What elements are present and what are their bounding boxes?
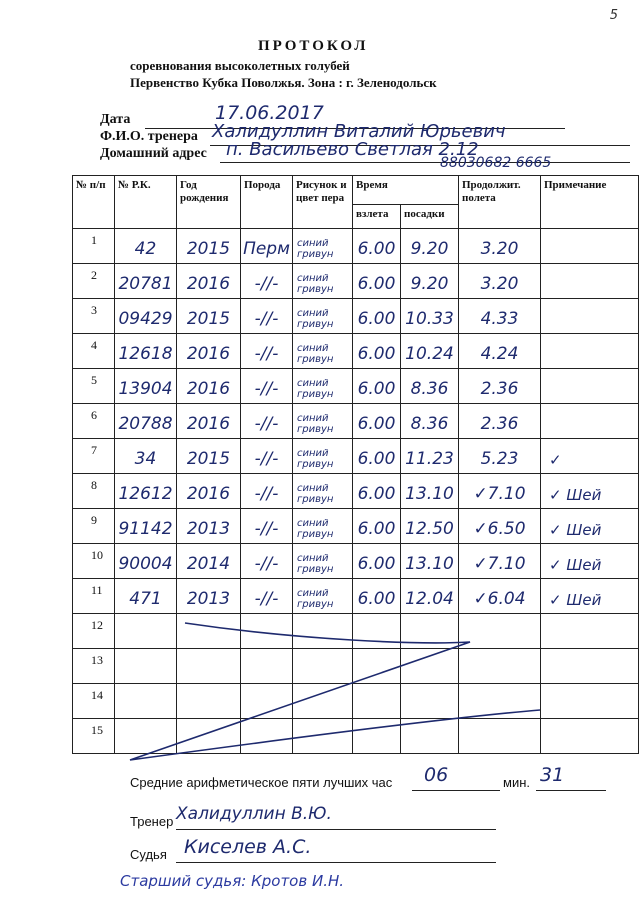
cell-year (177, 334, 241, 369)
judge-sign-label: Судья (130, 847, 167, 862)
row-number-cell (73, 229, 115, 264)
value-rk: 34 (134, 449, 157, 469)
col-header-duration: Продолжит. полета (459, 176, 541, 229)
row-number: 2 (91, 268, 97, 282)
cell-takeoff (353, 684, 401, 719)
cell-breed (241, 299, 293, 334)
value-duration: ✓7.10 (473, 484, 526, 504)
cell-landing (401, 649, 459, 684)
cell-duration (459, 544, 541, 579)
value-year: 2015 (186, 239, 231, 259)
row-number: 13 (91, 653, 103, 667)
cell-rk (115, 334, 177, 369)
col-header-pattern: Рисунок и цвет пера (293, 176, 353, 229)
cell-pattern (293, 299, 353, 334)
value-breed: -//- (254, 484, 279, 504)
row-number-cell (73, 684, 115, 719)
cell-takeoff (353, 719, 401, 754)
cell-note (541, 474, 639, 509)
value-duration: 3.20 (480, 274, 519, 294)
value-breed: -//- (254, 344, 279, 364)
cell-note (541, 404, 639, 439)
cell-pattern (293, 439, 353, 474)
value-rk: 91142 (118, 519, 173, 539)
protocol-table (72, 175, 639, 754)
cell-note (541, 719, 639, 754)
cell-note (541, 684, 639, 719)
row-number-cell (73, 544, 115, 579)
cell-pattern (293, 229, 353, 264)
value-duration: 5.23 (480, 449, 519, 469)
cell-rk (115, 614, 177, 649)
table-row (73, 229, 639, 264)
cell-duration (459, 264, 541, 299)
senior-judge: Старший судья: Кротов И.Н. (120, 872, 345, 890)
cell-landing (401, 369, 459, 404)
cell-breed (241, 544, 293, 579)
cell-year (177, 369, 241, 404)
row-number-cell (73, 614, 115, 649)
value-takeoff: 6.00 (357, 309, 396, 329)
value-breed: Перм (243, 239, 290, 259)
cell-takeoff (353, 439, 401, 474)
value-note: ✓ (549, 451, 562, 469)
judge-sign: Киселев А.С. (184, 836, 312, 858)
cell-year (177, 544, 241, 579)
cell-pattern (293, 579, 353, 614)
cell-duration (459, 509, 541, 544)
cell-takeoff (353, 229, 401, 264)
row-number: 9 (91, 513, 97, 527)
value-year: 2016 (186, 414, 231, 434)
value-rk: 42 (134, 239, 157, 259)
value-breed: -//- (254, 449, 279, 469)
table-row (73, 474, 639, 509)
cell-note (541, 369, 639, 404)
row-number: 14 (91, 688, 103, 702)
value-takeoff: 6.00 (357, 274, 396, 294)
value-breed: -//- (254, 519, 279, 539)
value-pattern: синий гривун (297, 448, 334, 470)
value-takeoff: 6.00 (357, 239, 396, 259)
cell-duration (459, 614, 541, 649)
cell-takeoff (353, 579, 401, 614)
value-duration: 3.20 (480, 239, 519, 259)
cell-pattern (293, 474, 353, 509)
row-number-cell (73, 509, 115, 544)
row-number-cell (73, 439, 115, 474)
row-number: 3 (91, 303, 97, 317)
row-number: 6 (91, 408, 97, 422)
phone-value: 88030682 6665 (440, 155, 552, 171)
cell-breed (241, 579, 293, 614)
col-header-rk: № Р.К. (115, 176, 177, 229)
cell-takeoff (353, 649, 401, 684)
value-duration: ✓7.10 (473, 554, 526, 574)
value-pattern: синий гривун (297, 343, 334, 365)
value-breed: -//- (254, 589, 279, 609)
value-rk: 09429 (118, 309, 173, 329)
table-row (73, 404, 639, 439)
cell-year (177, 474, 241, 509)
value-rk: 20781 (118, 274, 173, 294)
value-landing: 11.23 (405, 449, 454, 469)
cell-rk (115, 544, 177, 579)
cell-breed (241, 649, 293, 684)
trainer-sign-line (176, 829, 496, 830)
cell-duration (459, 579, 541, 614)
value-year: 2016 (186, 379, 231, 399)
cell-duration (459, 719, 541, 754)
judge-sign-line (176, 862, 496, 863)
value-landing: 8.36 (410, 414, 449, 434)
average-minutes: 31 (540, 764, 565, 786)
col-header-takeoff: взлета (353, 205, 401, 229)
value-note: ✓ Шей (549, 556, 602, 574)
trainer-label: Ф.И.О. тренера (100, 129, 198, 144)
table-row (73, 439, 639, 474)
document-subtitle: соревнования высоколетных голубей (130, 58, 350, 73)
date-value: 17.06.2017 (215, 102, 324, 124)
cell-pattern (293, 544, 353, 579)
cell-duration (459, 404, 541, 439)
value-breed: -//- (254, 379, 279, 399)
row-number-cell (73, 649, 115, 684)
trainer-value: Халидуллин Виталий Юрьевич (212, 121, 506, 142)
value-takeoff: 6.00 (357, 344, 396, 364)
cell-rk (115, 264, 177, 299)
cell-landing (401, 474, 459, 509)
average-hours-line (412, 790, 500, 791)
value-landing: 12.04 (405, 589, 454, 609)
cell-year (177, 614, 241, 649)
cell-pattern (293, 334, 353, 369)
cell-note (541, 614, 639, 649)
cell-breed (241, 229, 293, 264)
cell-duration (459, 299, 541, 334)
cell-landing (401, 509, 459, 544)
value-rk: 20788 (118, 414, 173, 434)
cell-year (177, 229, 241, 264)
value-breed: -//- (254, 274, 279, 294)
value-landing: 12.50 (405, 519, 454, 539)
cell-note (541, 439, 639, 474)
col-header-breed: Порода (241, 176, 293, 229)
page-number: 5 (609, 8, 618, 23)
address-line (220, 162, 630, 163)
value-note: ✓ Шей (549, 521, 602, 539)
cell-rk (115, 229, 177, 264)
table-row (73, 649, 639, 684)
cell-rk (115, 299, 177, 334)
trainer-sign-label: Тренер (130, 814, 174, 829)
cell-pattern (293, 684, 353, 719)
cell-rk (115, 649, 177, 684)
table-row (73, 684, 639, 719)
value-takeoff: 6.00 (357, 589, 396, 609)
value-landing: 10.24 (405, 344, 454, 364)
value-landing: 13.10 (405, 554, 454, 574)
col-header-num: № п/п (73, 176, 115, 229)
value-rk: 12612 (118, 484, 173, 504)
cell-year (177, 649, 241, 684)
value-pattern: синий гривун (297, 553, 334, 575)
value-takeoff: 6.00 (357, 554, 396, 574)
date-label: Дата (100, 112, 131, 127)
value-pattern: синий гривун (297, 413, 334, 435)
table-row (73, 579, 639, 614)
value-note: ✓ Шей (549, 486, 602, 504)
cell-breed (241, 614, 293, 649)
cell-note (541, 579, 639, 614)
cell-pattern (293, 264, 353, 299)
row-number-cell (73, 474, 115, 509)
table-row (73, 509, 639, 544)
row-number-cell (73, 404, 115, 439)
value-landing: 9.20 (410, 239, 449, 259)
value-takeoff: 6.00 (357, 519, 396, 539)
cell-breed (241, 264, 293, 299)
row-number: 11 (91, 583, 103, 597)
address-value: п. Васильево Светлая 2.12 (226, 139, 479, 160)
table-row (73, 614, 639, 649)
cell-pattern (293, 649, 353, 684)
cell-pattern (293, 719, 353, 754)
cell-pattern (293, 614, 353, 649)
cell-takeoff (353, 544, 401, 579)
value-rk: 471 (129, 589, 162, 609)
row-number-cell (73, 369, 115, 404)
cell-rk (115, 369, 177, 404)
cell-duration (459, 649, 541, 684)
cell-duration (459, 369, 541, 404)
cell-landing (401, 404, 459, 439)
trainer-sign: Халидуллин В.Ю. (176, 804, 332, 824)
value-duration: ✓6.50 (473, 519, 526, 539)
cell-landing (401, 229, 459, 264)
cell-year (177, 264, 241, 299)
average-label: Средние арифметическое пяти лучших час (130, 775, 393, 790)
cell-year (177, 719, 241, 754)
cell-year (177, 439, 241, 474)
row-number-cell (73, 579, 115, 614)
table-row (73, 334, 639, 369)
value-duration: 4.33 (480, 309, 519, 329)
row-number: 12 (91, 618, 103, 632)
value-year: 2016 (186, 344, 231, 364)
value-takeoff: 6.00 (357, 414, 396, 434)
value-year: 2013 (186, 589, 231, 609)
cell-landing (401, 614, 459, 649)
row-number: 5 (91, 373, 97, 387)
row-number-cell (73, 299, 115, 334)
value-duration: 2.36 (480, 379, 519, 399)
col-header-note: Примечание (541, 176, 639, 229)
value-rk: 90004 (118, 554, 173, 574)
minutes-label: мин. (503, 775, 530, 790)
value-pattern: синий гривун (297, 483, 334, 505)
cell-landing (401, 579, 459, 614)
value-pattern: синий гривун (297, 378, 334, 400)
cell-landing (401, 264, 459, 299)
cell-note (541, 509, 639, 544)
value-pattern: синий гривун (297, 273, 334, 295)
cell-rk (115, 509, 177, 544)
value-landing: 13.10 (405, 484, 454, 504)
value-pattern: синий гривун (297, 308, 334, 330)
value-duration: 4.24 (480, 344, 519, 364)
cell-note (541, 264, 639, 299)
cell-landing (401, 719, 459, 754)
value-pattern: синий гривун (297, 518, 334, 540)
col-header-time: Время (353, 176, 459, 205)
cell-landing (401, 439, 459, 474)
address-label: Домашний адрес (100, 146, 207, 161)
cell-rk (115, 579, 177, 614)
cell-breed (241, 369, 293, 404)
cell-landing (401, 299, 459, 334)
cell-breed (241, 334, 293, 369)
value-year: 2015 (186, 449, 231, 469)
cell-breed (241, 474, 293, 509)
cell-year (177, 579, 241, 614)
row-number-cell (73, 264, 115, 299)
document-title: ПРОТОКОЛ (258, 38, 369, 54)
value-rk: 12618 (118, 344, 173, 364)
cell-year (177, 509, 241, 544)
row-number: 10 (91, 548, 103, 562)
cell-rk (115, 404, 177, 439)
row-number-cell (73, 334, 115, 369)
cell-year (177, 404, 241, 439)
cell-duration (459, 229, 541, 264)
cell-note (541, 299, 639, 334)
competition-name: Первенство Кубка Поволжья. Зона : г. Зеленодольск (130, 75, 437, 90)
table-row (73, 719, 639, 754)
cell-rk (115, 439, 177, 474)
value-duration: 2.36 (480, 414, 519, 434)
cell-rk (115, 719, 177, 754)
cell-takeoff (353, 614, 401, 649)
value-year: 2016 (186, 484, 231, 504)
value-takeoff: 6.00 (357, 484, 396, 504)
cell-pattern (293, 509, 353, 544)
cell-duration (459, 474, 541, 509)
value-year: 2013 (186, 519, 231, 539)
value-breed: -//- (254, 309, 279, 329)
cell-landing (401, 544, 459, 579)
row-number-cell (73, 719, 115, 754)
row-number: 15 (91, 723, 103, 737)
table-row (73, 264, 639, 299)
average-minutes-line (536, 790, 606, 791)
value-landing: 8.36 (410, 379, 449, 399)
value-year: 2015 (186, 309, 231, 329)
table-row (73, 544, 639, 579)
cell-year (177, 299, 241, 334)
cell-pattern (293, 369, 353, 404)
average-hours: 06 (424, 764, 449, 786)
cell-takeoff (353, 264, 401, 299)
cell-breed (241, 684, 293, 719)
cell-takeoff (353, 404, 401, 439)
row-number: 1 (91, 233, 97, 247)
cell-duration (459, 439, 541, 474)
value-rk: 13904 (118, 379, 173, 399)
cell-note (541, 544, 639, 579)
value-year: 2016 (186, 274, 231, 294)
value-pattern: синий гривун (297, 588, 334, 610)
cell-takeoff (353, 509, 401, 544)
cell-breed (241, 439, 293, 474)
value-takeoff: 6.00 (357, 449, 396, 469)
cell-duration (459, 684, 541, 719)
cell-breed (241, 509, 293, 544)
value-year: 2014 (186, 554, 231, 574)
value-pattern: синий гривун (297, 238, 334, 260)
row-number: 4 (91, 338, 97, 352)
cell-takeoff (353, 334, 401, 369)
col-header-year: Год рождения (177, 176, 241, 229)
value-duration: ✓6.04 (473, 589, 526, 609)
table-row (73, 299, 639, 334)
value-landing: 10.33 (405, 309, 454, 329)
cell-rk (115, 684, 177, 719)
value-takeoff: 6.00 (357, 379, 396, 399)
cell-duration (459, 334, 541, 369)
col-header-landing: посадки (401, 205, 459, 229)
cell-takeoff (353, 474, 401, 509)
cell-rk (115, 474, 177, 509)
cell-takeoff (353, 369, 401, 404)
cell-breed (241, 404, 293, 439)
cell-landing (401, 684, 459, 719)
cell-pattern (293, 404, 353, 439)
cell-note (541, 649, 639, 684)
cell-note (541, 229, 639, 264)
row-number: 7 (91, 443, 97, 457)
row-number: 8 (91, 478, 97, 492)
value-note: ✓ Шей (549, 591, 602, 609)
value-landing: 9.20 (410, 274, 449, 294)
cell-landing (401, 334, 459, 369)
cell-breed (241, 719, 293, 754)
value-breed: -//- (254, 554, 279, 574)
cell-note (541, 334, 639, 369)
value-breed: -//- (254, 414, 279, 434)
table-row (73, 369, 639, 404)
cell-year (177, 684, 241, 719)
cell-takeoff (353, 299, 401, 334)
